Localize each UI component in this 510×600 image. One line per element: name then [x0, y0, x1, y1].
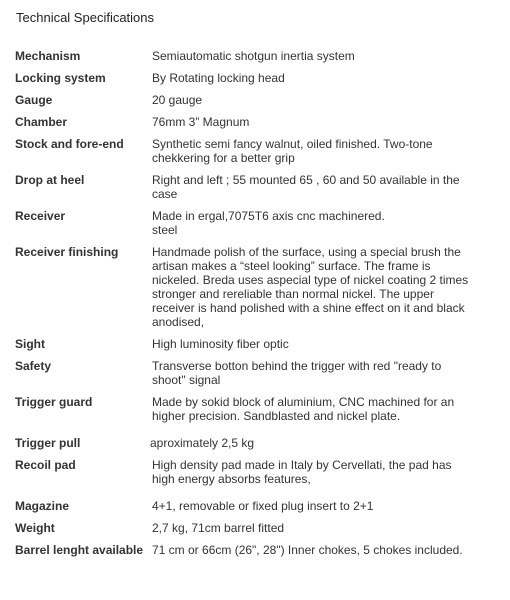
spec-value-line: Made in ergal,7075T6 axis cnc machinered.	[152, 209, 385, 223]
spec-label: Magazine	[15, 499, 70, 513]
spec-value-line: receiver is hand polished with a shine effect on it and black	[152, 301, 465, 315]
spec-label: Trigger guard	[15, 395, 93, 409]
spec-value-line: case	[152, 187, 178, 201]
spec-value	[152, 93, 492, 107]
spec-label: Safety	[15, 359, 52, 373]
spec-value-line: Handmade polish of the surface, using a special brush the	[152, 245, 461, 259]
spec-value	[152, 359, 492, 387]
spec-label: Trigger pull	[15, 436, 81, 450]
spec-label: Locking system	[15, 71, 106, 85]
spec-value-line: aproximately 2,5 kg	[150, 436, 255, 450]
spec-value	[152, 543, 504, 557]
page-title: Technical Specifications	[16, 10, 155, 25]
spec-value	[152, 71, 492, 85]
spec-label: Sight	[15, 337, 45, 351]
spec-value-line: Transverse botton behind the trigger with red "ready to	[152, 359, 442, 373]
spec-value-line: Right and left ; 55 mounted 65 , 60 and 50 available in the	[152, 173, 460, 187]
spec-label: Drop at heel	[15, 173, 85, 187]
spec-label: Stock and fore-end	[15, 137, 124, 151]
spec-value-line: High luminosity fiber optic	[152, 337, 289, 351]
spec-label: Recoil pad	[15, 458, 76, 472]
spec-value	[152, 173, 492, 201]
spec-value	[152, 245, 492, 329]
spec-label: Receiver	[15, 209, 66, 223]
spec-value	[152, 521, 492, 535]
spec-value-line: anodised,	[152, 315, 205, 329]
spec-value	[152, 458, 492, 486]
spec-value	[152, 137, 492, 165]
spec-value-line: Semiautomatic shotgun inertia system	[152, 49, 355, 63]
spec-value-line: high energy absorbs features,	[152, 472, 311, 486]
spec-value-line: chekkering for a better grip	[152, 151, 295, 165]
spec-label: Receiver finishing	[15, 245, 119, 259]
spec-value-line: Made by sokid block of aluminium, CNC machined for an	[152, 395, 455, 409]
spec-value-line: High density pad made in Italy by Cervellati, the pad has	[152, 458, 452, 472]
spec-value-line: 20 gauge	[152, 93, 203, 107]
spec-label: Weight	[15, 521, 55, 535]
spec-label: Barrel lenght available	[15, 543, 144, 557]
spec-value-line: 2,7 kg, 71cm barrel fitted	[152, 521, 285, 535]
spec-value-line: 76mm 3” Magnum	[152, 115, 250, 129]
spec-value	[152, 209, 492, 237]
spec-value	[152, 499, 492, 513]
spec-value-line: stronger and rereliable than normal nickel. The upper	[152, 287, 434, 301]
spec-value	[150, 436, 490, 450]
spec-value-line: By Rotating locking head	[152, 71, 285, 85]
spec-label: Mechanism	[15, 49, 81, 63]
spec-value-line: shoot" signal	[152, 373, 221, 387]
spec-value	[152, 395, 492, 423]
spec-value-line: steel	[152, 223, 178, 237]
spec-value-line: Synthetic semi fancy walnut, oiled finished. Two-tone	[152, 137, 433, 151]
spec-value-line: 71 cm or 66cm (26", 28") Inner chokes, 5 chokes included.	[152, 543, 463, 557]
spec-label: Gauge	[15, 93, 53, 107]
spec-value	[152, 337, 492, 351]
spec-value-line: 4+1, removable or fixed plug insert to 2+1	[152, 499, 374, 513]
spec-value-line: artisan makes a “steel looking” surface. The frame is	[152, 259, 431, 273]
spec-value	[152, 115, 492, 129]
spec-value-line: higher precision. Sandblasted and nickel plate.	[152, 409, 401, 423]
spec-value-line: nickeled. Breda uses aspecial type of nickel coating 2 times	[152, 273, 469, 287]
spec-label: Chamber	[15, 115, 68, 129]
spec-value	[152, 49, 492, 63]
